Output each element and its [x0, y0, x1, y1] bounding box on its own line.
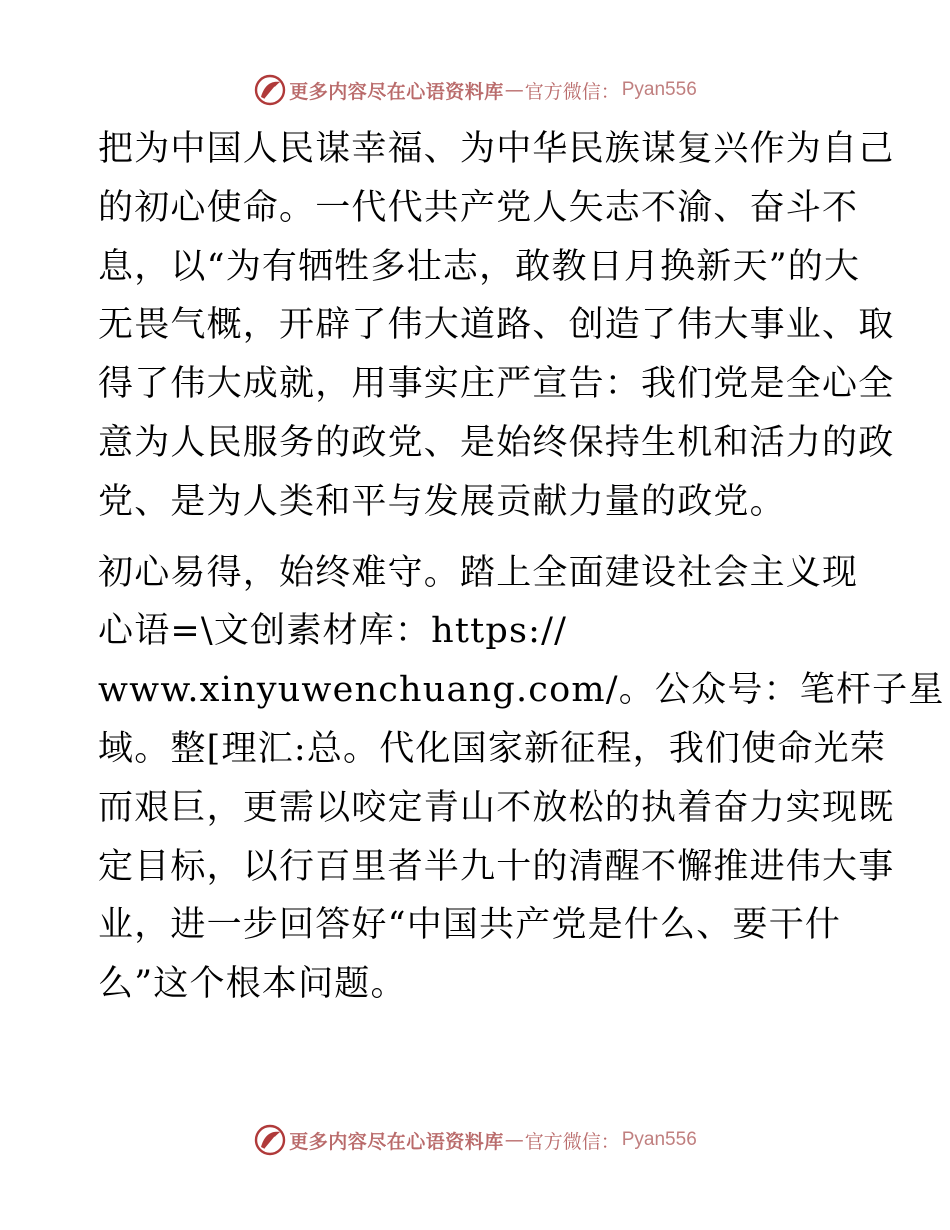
text-line: 意为人民服务的政党、是始终保持生机和活力的政 [98, 422, 895, 463]
text-line: 党、是为人类和平与发展贡献力量的政党。 [98, 481, 786, 522]
header-banner [0, 70, 950, 110]
banner-separator: — [504, 1129, 524, 1151]
text-line: www.xinyuwenchuang.com/。公众号：笔杆子星 [98, 670, 945, 711]
text-line: 的初心使命。一代代共产党人矢志不渝、奋斗不 [98, 187, 859, 228]
paragraph-1 [98, 120, 895, 532]
banner-wechat-label: 官方微信： [524, 80, 620, 103]
text-line: 心语=\文创素材库：https:// [98, 611, 568, 652]
text-line: 么”这个根本问题。 [98, 964, 407, 1005]
banner-wechat-label: 官方微信： [524, 1130, 620, 1153]
text-line: 无畏气概，开辟了伟大道路、创造了伟大事业、取 [98, 305, 895, 346]
document-body [98, 120, 945, 1014]
banner-wechat-id: Pyan556 [621, 79, 697, 100]
text-line: 初心易得，始终难守。踏上全面建设社会主义现 [98, 552, 859, 593]
banner-title: 更多内容尽在心语资料库 [289, 80, 504, 103]
xinyu-logo-icon [253, 73, 287, 107]
paragraph-2 [98, 544, 945, 1014]
text-line: 息，以“为有牺牲多壮志，敢教日月换新天”的大 [98, 246, 861, 287]
text-line: 业，进一步回答好“中国共产党是什么、要干什 [98, 905, 842, 946]
footer-banner [0, 1120, 950, 1160]
paragraph-gap [98, 532, 858, 544]
banner-separator: — [504, 79, 524, 101]
text-line: 而艰巨，更需以咬定青山不放松的执着奋力实现既 [98, 787, 895, 828]
banner-wechat-id: Pyan556 [621, 1129, 697, 1150]
text-line: 域。整[理汇:总。代化国家新征程，我们使命光荣 [98, 728, 887, 769]
text-line: 把为中国人民谋幸福、为中华民族谋复兴作为自己 [98, 129, 895, 169]
text-line: 定目标，以行百里者半九十的清醒不懈推进伟大事 [98, 846, 895, 887]
text-line: 得了伟大成就，用事实庄严宣告：我们党是全心全 [98, 364, 895, 405]
xinyu-logo-icon [253, 1123, 287, 1157]
banner-title: 更多内容尽在心语资料库 [289, 1130, 504, 1153]
